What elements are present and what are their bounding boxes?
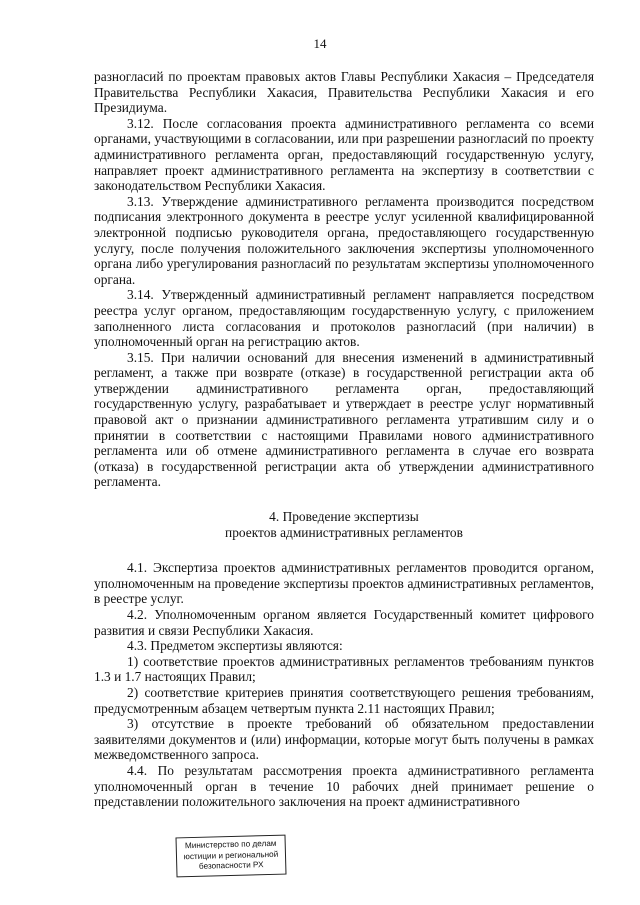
paragraph-4-2: 4.2. Уполномоченным органом является Государственный комитет цифрового развития и связи Республики Хакасия. — [94, 607, 594, 638]
paragraph-3-15: 3.15. При наличии оснований для внесения изменений в административный регламент, а также при возврате (отказе) в государственной регистрации акта об утверждении административного регламента орган, предоставляющий государственную услугу, разрабатывает и утверждает в реестре услуг нормативный правовой акт о признании административного регламента утратившим силу и о принятии в соответствии с настоящими Правилами нового административного регламента или об отмене административного регламента в случае его возврата (отказа) в государственной регистрации акта об утверждении административного регламента. — [94, 349, 594, 490]
paragraph-4-1: 4.1. Экспертиза проектов административных регламентов проводится органом, уполномоченным на проведение экспертизы проектов административных регламентов, в реестре услуг. — [94, 560, 594, 607]
page-number: 14 — [313, 36, 327, 51]
paragraph-3-12: 3.12. После согласования проекта административного регламента со всеми органами, участвующими в согласовании, или при разрешении разногласий по проекту административного регламента орган, предоставляющий государственную услугу, направляет проект административного регламента на экспертизу в соответствии с законодательством Республики Хакасия. — [94, 115, 594, 194]
paragraph-3-14: 3.14. Утвержденный административный регламент направляется посредством реестра услуг органом, предоставляющим государственную услугу, с приложением заполненного листа согласования и протоколов разногласий (при наличии) в уполномоченный орган на регистрацию актов. — [94, 287, 594, 350]
paragraph-4-4: 4.4. По результатам рассмотрения проекта административного регламента уполномоченный орган в течение 10 рабочих дней принимает решение о представлении положительного заключения на проект административного — [94, 762, 594, 810]
ministry-stamp — [175, 835, 286, 878]
list-item-2: 2) соответствие критериев принятия соответствующего решения требованиям, предусмотренным абзацем четвертым пункта 2.11 настоящих Правил; — [94, 684, 594, 716]
paragraph-continuation: разногласий по проектам правовых актов Главы Республики Хакасия – Председателя Правительства Республики Хакасия, Правительства Республики Хакасия и его Президиума. — [94, 69, 594, 116]
stamp-line2: юстиции и региональной — [183, 849, 279, 861]
section-heading-line2: проектов административных регламентов — [225, 524, 463, 540]
paragraph-3-13: 3.13. Утверждение административного регламента производится посредством подписания электронного документа в реестре услуг усиленной квалифицированной электронной подписью руководителя органа, предоставляющего государственную услугу, после получения положительного заключения экспертизы уполномоченного органа либо урегулирования разногласий по результатам экспертизы уполномоченного органа. — [94, 193, 594, 287]
document-body — [94, 69, 594, 810]
list-item-3: 3) отсутствие в проекте требований об обязательном предоставлении заявителями документов и (или) информации, которые могут быть получены в рамках межведомственного запроса. — [94, 716, 594, 763]
stamp-line1: Министерство по делам — [184, 838, 277, 851]
section-heading-line1: 4. Проведение экспертизы — [269, 509, 419, 525]
stamp-line3: безопасности РХ — [198, 860, 264, 871]
section-heading — [94, 509, 594, 540]
paragraph-4-3: 4.3. Предметом экспертизы являются: — [127, 638, 343, 654]
list-item-1: 1) соответствие проектов административных регламентов требованиям пунктов 1.3 и 1.7 настоящих Правил; — [94, 653, 594, 685]
